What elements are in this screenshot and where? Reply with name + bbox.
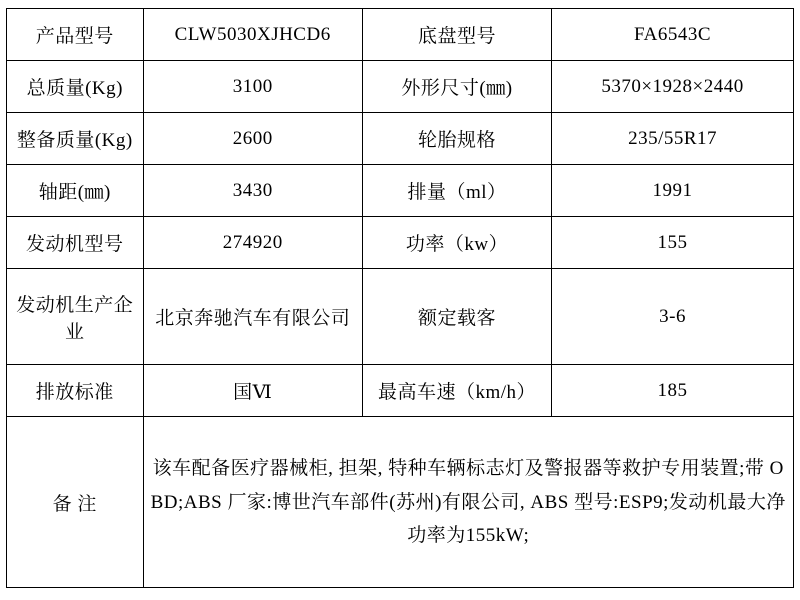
table-row — [7, 113, 794, 165]
row-value-1: 3430 — [143, 165, 362, 217]
row-value-1: 北京奔驰汽车有限公司 — [143, 269, 362, 365]
row-value-2: 235/55R17 — [552, 113, 794, 165]
row-value-2: 185 — [552, 365, 794, 417]
note-label: 备 注 — [7, 417, 144, 588]
row-label-2: 最高车速（km/h） — [362, 365, 551, 417]
table-row — [7, 165, 794, 217]
row-label-2: 外形尺寸(㎜) — [362, 61, 551, 113]
note-row — [7, 417, 794, 588]
table-row — [7, 217, 794, 269]
row-value-2: 155 — [552, 217, 794, 269]
row-value-1: 2600 — [143, 113, 362, 165]
row-label-1: 轴距(㎜) — [7, 165, 144, 217]
row-label-1: 发动机型号 — [7, 217, 144, 269]
row-label-1: 产品型号 — [7, 9, 144, 61]
row-label-2: 额定载客 — [362, 269, 551, 365]
table-row — [7, 61, 794, 113]
row-value-1: CLW5030XJHCD6 — [143, 9, 362, 61]
row-label-1: 排放标准 — [7, 365, 144, 417]
row-value-1: 3100 — [143, 61, 362, 113]
row-label-2: 排量（ml） — [362, 165, 551, 217]
row-label-1: 总质量(Kg) — [7, 61, 144, 113]
row-label-2: 底盘型号 — [362, 9, 551, 61]
row-label-2: 功率（kw） — [362, 217, 551, 269]
row-value-1: 国Ⅵ — [143, 365, 362, 417]
table-row — [7, 365, 794, 417]
note-text: 该车配备医疗器械柜, 担架, 特种车辆标志灯及警报器等救护专用装置;带 OBD;ABS 厂家:博世汽车部件(苏州)有限公司, ABS 型号:ESP9;发动机最大净功率为155kW; — [143, 417, 793, 588]
table-row — [7, 9, 794, 61]
row-value-1: 274920 — [143, 217, 362, 269]
row-value-2: 5370×1928×2440 — [552, 61, 794, 113]
row-value-2: 3-6 — [552, 269, 794, 365]
table-row — [7, 269, 794, 365]
row-label-1: 整备质量(Kg) — [7, 113, 144, 165]
row-value-2: FA6543C — [552, 9, 794, 61]
row-label-2: 轮胎规格 — [362, 113, 551, 165]
row-value-2: 1991 — [552, 165, 794, 217]
vehicle-spec-table — [6, 8, 794, 588]
row-label-1: 发动机生产企业 — [7, 269, 144, 365]
